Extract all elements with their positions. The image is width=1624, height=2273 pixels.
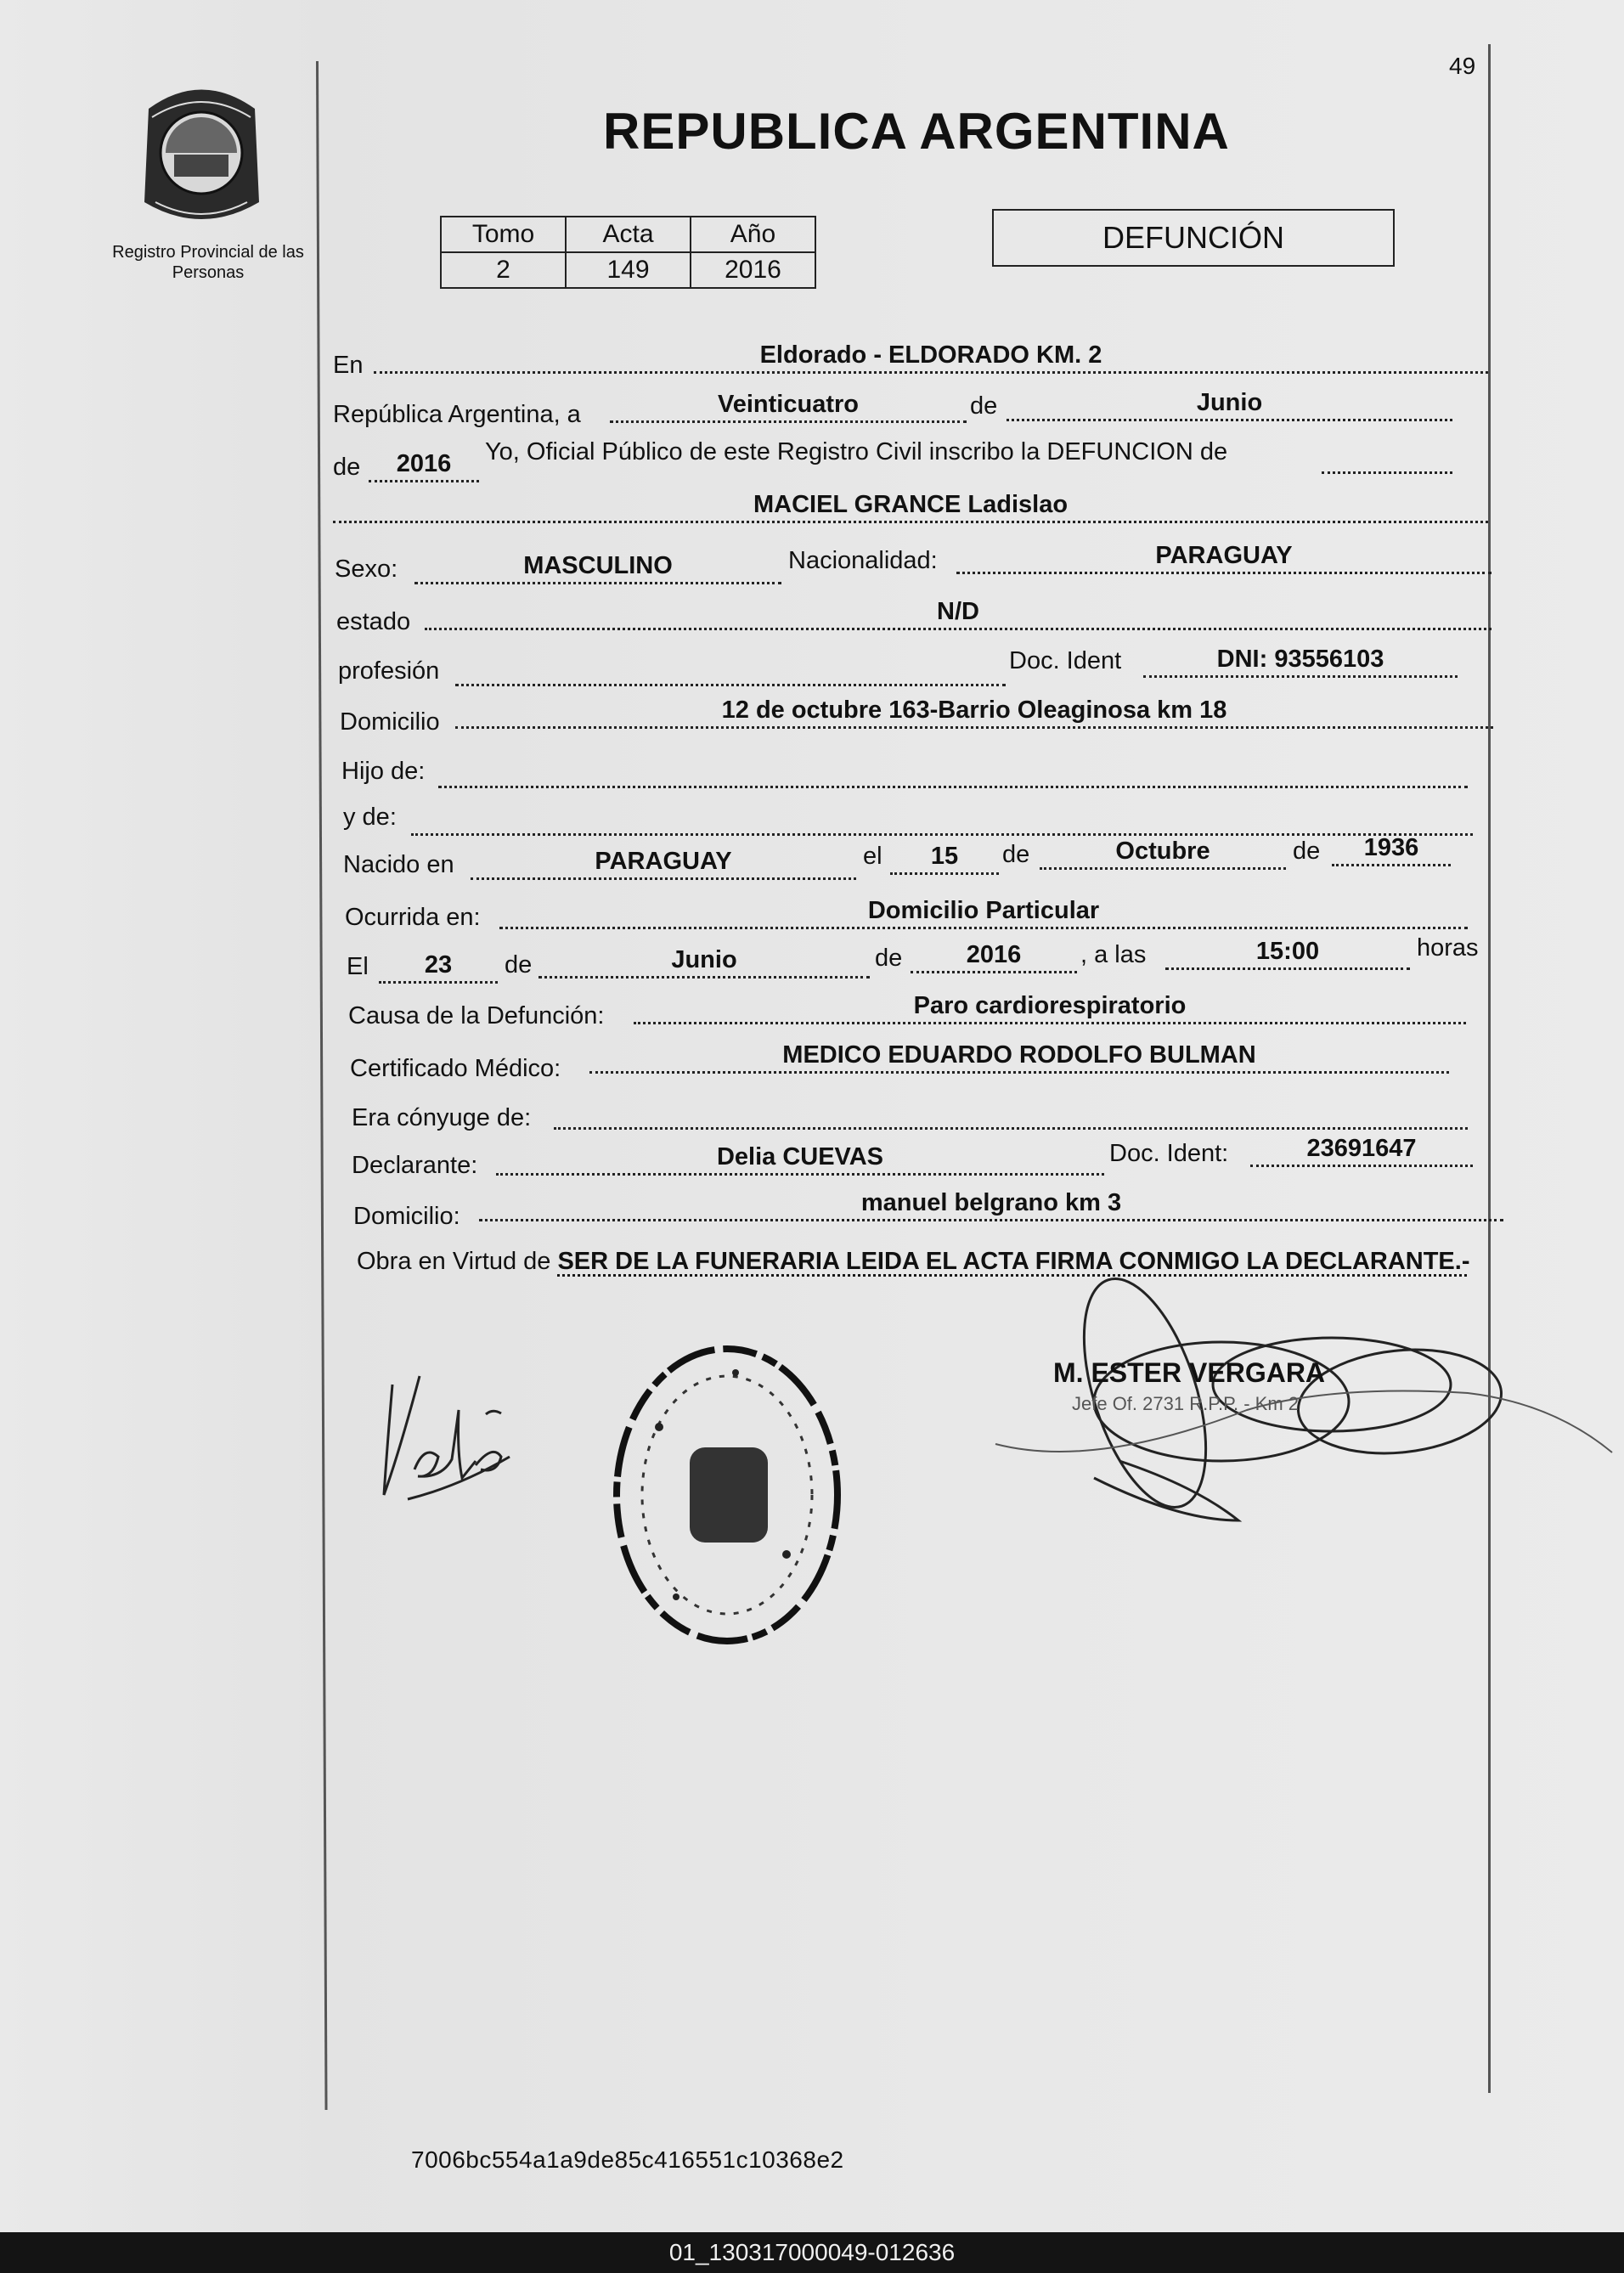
y-de-label: y de: [343,804,397,831]
declarante-domicilio-field: manuel belgrano km 3 [479,1187,1503,1221]
de-anio-label: de [333,454,361,481]
ocurrida-en-label: Ocurrida en: [345,904,481,931]
doc-ident-field: DNI: 93556103 [1143,644,1458,678]
certificado-label: Certificado Médico: [350,1055,561,1082]
nac-de-label: de [1002,841,1030,868]
tomo-value: 2 [441,252,566,288]
inscribo-text: Yo, Oficial Público de este Registro Civil inscribo la DEFUNCION de [485,438,1228,465]
y-de-field [411,802,1473,836]
causa-field: Paro cardiorespiratorio [634,990,1466,1024]
def-dia-field: 23 [379,950,498,984]
def-mes-field: Junio [539,945,870,979]
en-field: Eldorado - ELDORADO KM. 2 [374,340,1488,374]
acta-value: 149 [566,252,691,288]
declarante-doc-field: 23691647 [1250,1133,1473,1167]
nac-de2-label: de [1293,838,1321,865]
left-margin-line [316,61,328,2110]
round-seal-stamp [608,1342,846,1648]
nacionalidad-field: PARAGUAY [956,540,1491,574]
horas-label: horas [1417,934,1479,962]
nac-mes-field: Octubre [1040,836,1286,870]
page-number: 49 [1449,53,1476,79]
tomo-header: Tomo [441,217,566,252]
el2-label: El [347,953,369,980]
conyuge-label: Era cónyuge de: [352,1104,532,1131]
acta-header: Acta [566,217,691,252]
document-title: REPUBLICA ARGENTINA [603,103,1230,160]
declarante-field: Delia CUEVAS [496,1142,1104,1176]
profesion-field [455,652,1006,686]
el-label: el [863,843,882,870]
ocurrida-en-field: Domicilio Particular [499,895,1468,929]
anio-header: Año [691,217,815,252]
nacido-en-label: Nacido en [343,851,454,878]
declarante-label: Declarante: [352,1152,478,1179]
estado-label: estado [336,608,411,635]
record-type: DEFUNCIÓN [992,209,1395,267]
nacionalidad-label: Nacionalidad: [788,547,938,574]
footer-id-bar [0,2232,1624,2273]
en-label: En [333,352,364,379]
republica-label: República Argentina, a [333,401,581,428]
footer-id: 01_130317000049-012636 [668,2239,956,2265]
hora-field: 15:00 [1165,936,1410,970]
doc-ident-label: Doc. Ident [1009,647,1122,674]
document-hash: 7006bc554a1a9de85c416551c10368e2 [411,2146,844,2173]
profesion-label: profesión [338,657,440,685]
domicilio-label: Domicilio [340,708,440,736]
registry-name: Registro Provincial de las Personas [112,243,304,282]
conyuge-field [554,1096,1468,1130]
nac-dia-field: 15 [890,841,999,875]
declarante-domicilio-label: Domicilio: [353,1203,460,1230]
reference-table [440,216,816,289]
def-de-label: de [505,951,533,979]
inscribo-blank [1322,440,1452,474]
de-label: de [970,392,998,420]
certificado-field: MEDICO EDUARDO RODOLFO BULMAN [589,1040,1449,1074]
anio-field: 2016 [369,448,479,482]
dia-field: Veinticuatro [610,389,967,423]
declarante-doc-label: Doc. Ident: [1109,1140,1229,1167]
obra-field: SER DE LA FUNERARIA LEIDA EL ACTA FIRMA CONMIGO LA DECLARANTE.- [557,1248,1470,1275]
nombre-field: MACIEL GRANCE Ladislao [333,489,1488,523]
official-stamp-name: M. ESTER VERGARA [1053,1357,1326,1388]
nac-anio-field: 1936 [1332,832,1451,866]
official-stamp-subtitle: Jefe Of. 2731 R.P.P. - Km 2 [1072,1393,1299,1414]
domicilio-field: 12 de octubre 163-Barrio Oleaginosa km 18 [455,695,1493,729]
sexo-field: MASCULINO [414,550,781,584]
causa-label: Causa de la Defunción: [348,1002,605,1029]
hijo-de-label: Hijo de: [341,758,426,785]
def-anio-field: 2016 [911,939,1077,973]
nacido-en-field: PARAGUAY [471,846,856,880]
def-de2-label: de [875,945,903,972]
right-margin-line [1488,44,1491,2093]
declarant-signature [374,1351,527,1512]
anio-value: 2016 [691,252,815,288]
hijo-de-field [438,754,1468,788]
sexo-label: Sexo: [335,556,398,583]
obra-label: Obra en Virtud de [357,1248,551,1275]
estado-field: N/D [425,596,1491,630]
a-las-label: , a las [1080,941,1147,968]
province-emblem [132,75,272,228]
mes-field: Junio [1007,387,1452,421]
